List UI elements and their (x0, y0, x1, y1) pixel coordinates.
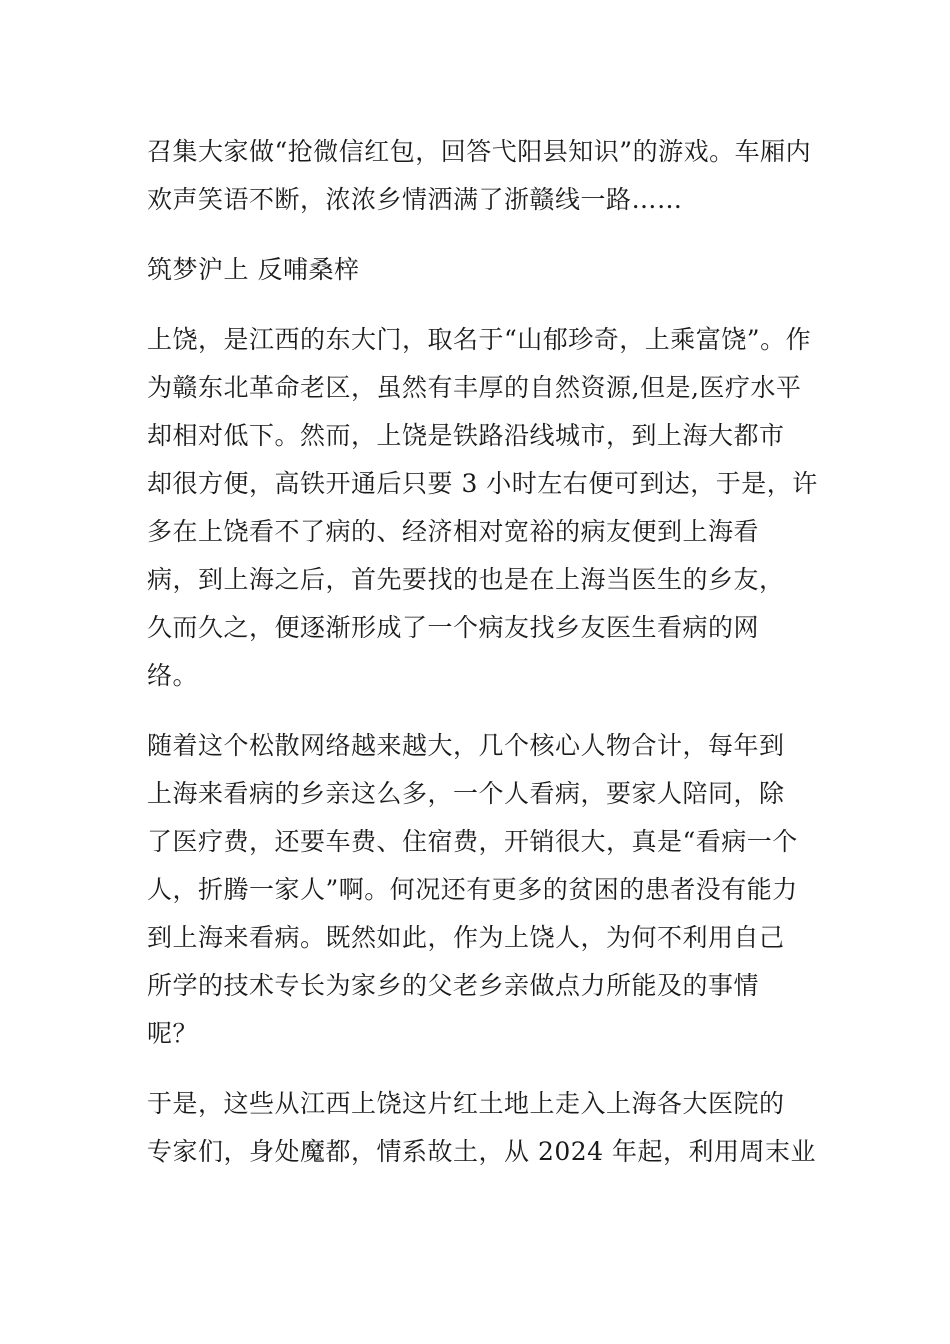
heading-text: 筑梦沪上 反哺桑梓 (147, 255, 360, 284)
text-line: 欢声笑语不断，浓浓乡情洒满了浙赣线一路…… (147, 185, 683, 214)
text-line: 上海来看病的乡亲这么多，一个人看病，要家人陪同，除 (147, 779, 785, 808)
text-line: 病，到上海之后，首先要找的也是在上海当医生的乡友， (147, 565, 785, 594)
text-line: 久而久之，便逐渐形成了一个病友找乡友医生看病的网 (147, 613, 760, 642)
text-line: 呢？ (147, 1019, 199, 1048)
text-line: 多在上饶看不了病的、经济相对宽裕的病友便到上海看 (147, 517, 760, 546)
article-body (147, 128, 818, 1176)
text-line: 于是，这些从江西上饶这片红土地上走入上海各大医院的 (147, 1089, 785, 1118)
paragraph (147, 722, 812, 1058)
paragraph (147, 128, 812, 224)
text-line: 络。 (147, 661, 199, 690)
text-line: 人，折腾一家人”啊。何况还有更多的贫困的患者没有能力 (147, 875, 798, 904)
text-line: 上饶，是江西的东大门，取名于“山郁珍奇，上乘富饶”。作 (147, 325, 812, 354)
text-line: 却相对低下。然而，上饶是铁路沿线城市，到上海大都市 (147, 421, 785, 450)
text-line: 却很方便，高铁开通后只要 3 小时左右便可到达，于是，许 (147, 469, 818, 498)
text-line: 专家们，身处魔都，情系故土，从 2024 年起，利用周末业 (147, 1137, 817, 1166)
text-line: 到上海来看病。既然如此，作为上饶人，为何不利用自己 (147, 923, 785, 952)
paragraph (147, 1080, 817, 1176)
text-line: 随着这个松散网络越来越大，几个核心人物合计，每年到 (147, 731, 785, 760)
text-line: 所学的技术专长为家乡的父老乡亲做点力所能及的事情 (147, 971, 760, 1000)
text-line: 召集大家做“抢微信红包，回答弋阳县知识”的游戏。车厢内 (147, 137, 812, 166)
text-line: 了医疗费，还要车费、住宿费，开销很大，真是“看病一个 (147, 827, 798, 856)
section-heading (147, 246, 812, 294)
text-line: 为赣东北革命老区，虽然有丰厚的自然资源,但是,医疗水平 (147, 373, 802, 402)
paragraph (147, 316, 818, 700)
